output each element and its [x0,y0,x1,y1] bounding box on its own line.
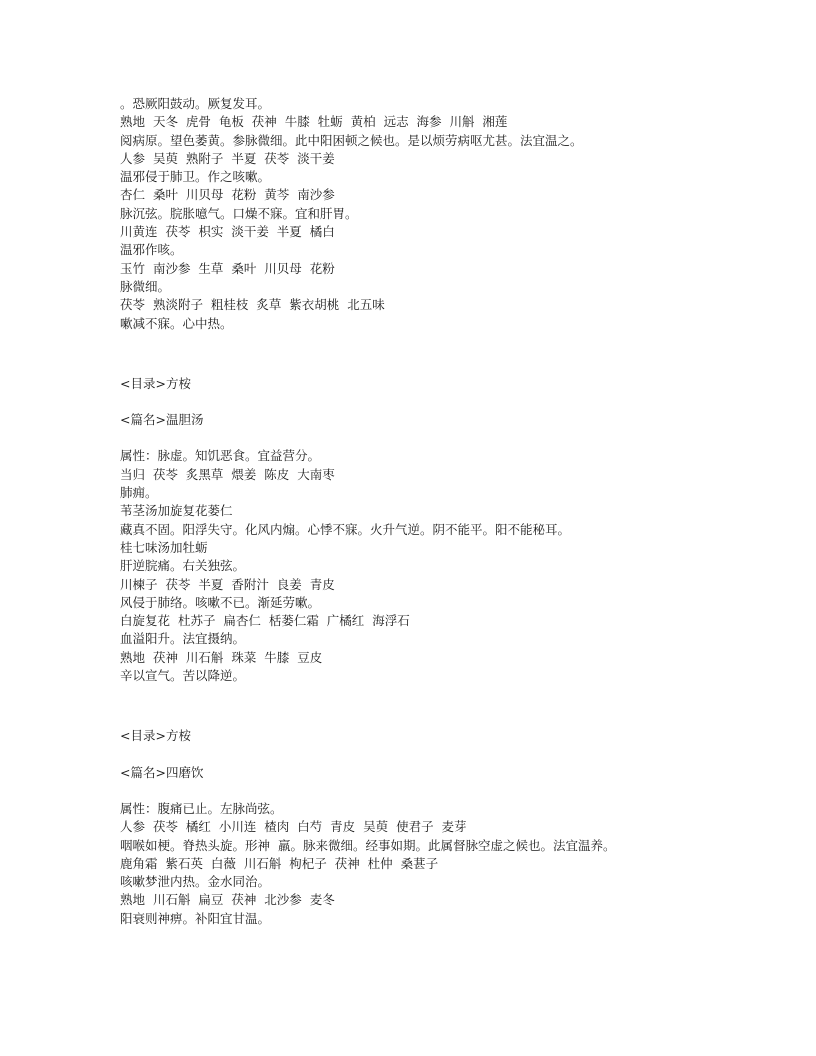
text-line: 鹿角霜 紫石英 白薇 川石斛 枸杞子 茯神 杜仲 桑葚子 [120,855,439,871]
text-line: 脉沉弦。脘胀噫气。口燥不寐。宜和肝胃。 [120,205,358,221]
chapter-title: <篇名>四磨饮 [120,764,204,780]
section-1 [120,95,720,333]
text-line: 肺痈。 [120,485,158,501]
text-line: 温邪侵于肺卫。作之咳嗽。 [120,169,271,185]
text-line: 温邪作咳。 [120,242,183,258]
text-line: 嗽减不寐。心中热。 [120,315,233,331]
text-line: 阅病原。望色萎黄。参脉微细。此中阳困顿之候也。是以烦劳病呕尤甚。法宜温之。 [120,132,583,148]
text-line: 藏真不固。阳浮失守。化风内煽。心悸不寐。火升气逆。阴不能平。阳不能秘耳。 [120,521,571,537]
text-line: 熟地 川石斛 扁豆 茯神 北沙参 麦冬 [120,892,335,908]
text-line: 川楝子 茯苓 半夏 香附汁 良姜 青皮 [120,576,335,592]
section-3 [120,727,720,928]
text-line: 熟地 茯神 川石斛 珠菜 牛膝 豆皮 [120,649,323,665]
text-line: 人参 吴萸 熟附子 半夏 茯苓 淡干姜 [120,150,335,166]
text-line: 咳嗽梦泄内热。金水同治。 [120,874,271,890]
text-line: 川黄连 茯苓 枳实 淡干姜 半夏 橘白 [120,224,335,240]
text-line: 杏仁 桑叶 川贝母 花粉 黄芩 南沙参 [120,187,335,203]
text-line: 。恐厥阳鼓动。厥复发耳。 [120,96,271,111]
text-line: 咽喉如梗。脊热头旋。形神 羸。脉来微细。经事如期。此属督脉空虚之候也。法宜温养。 [120,837,616,853]
document-page [120,95,720,928]
section-2 [120,375,720,685]
text-line: 白旋复花 杜苏子 扁杏仁 栝蒌仁霜 广橘红 海浮石 [120,613,410,629]
text-line: 苇茎汤加旋复花蒌仁 [120,503,233,519]
text-line: 玉竹 南沙参 生草 桑叶 川贝母 花粉 [120,260,335,276]
text-line: 属性：腹痛已止。左脉尚弦。 [120,800,283,816]
catalog-heading: <目录>方桉 [120,375,191,391]
text-line: 辛以宣气。苦以降逆。 [120,668,246,684]
text-line: 茯苓 熟淡附子 粗桂枝 炙草 紫衣胡桃 北五味 [120,297,385,313]
text-line: 风侵于肺络。咳嗽不已。渐延劳嗽。 [120,594,321,610]
text-line: 血溢阳升。法宜摄纳。 [120,631,246,647]
catalog-heading: <目录>方桉 [120,728,191,744]
text-line: 阳衰则神痹。补阳宜甘温。 [120,910,271,926]
text-line: 当归 茯苓 炙黑草 煨姜 陈皮 大南枣 [120,466,335,482]
chapter-title: <篇名>温胆汤 [120,412,204,428]
text-line: 熟地 天冬 虎骨 龟板 茯神 牛膝 牡蛎 黄柏 远志 海参 川斛 湘莲 [120,114,508,130]
text-line: 肝逆脘痛。右关独弦。 [120,558,246,574]
text-line: 脉微细。 [120,278,171,294]
text-line: 桂七味汤加牡蛎 [120,539,208,555]
text-line: 属性：脉虚。知饥恶食。宜益营分。 [120,448,321,464]
text-line: 人参 茯苓 橘红 小川连 楂肉 白芍 青皮 吴萸 使君子 麦芽 [120,819,467,835]
